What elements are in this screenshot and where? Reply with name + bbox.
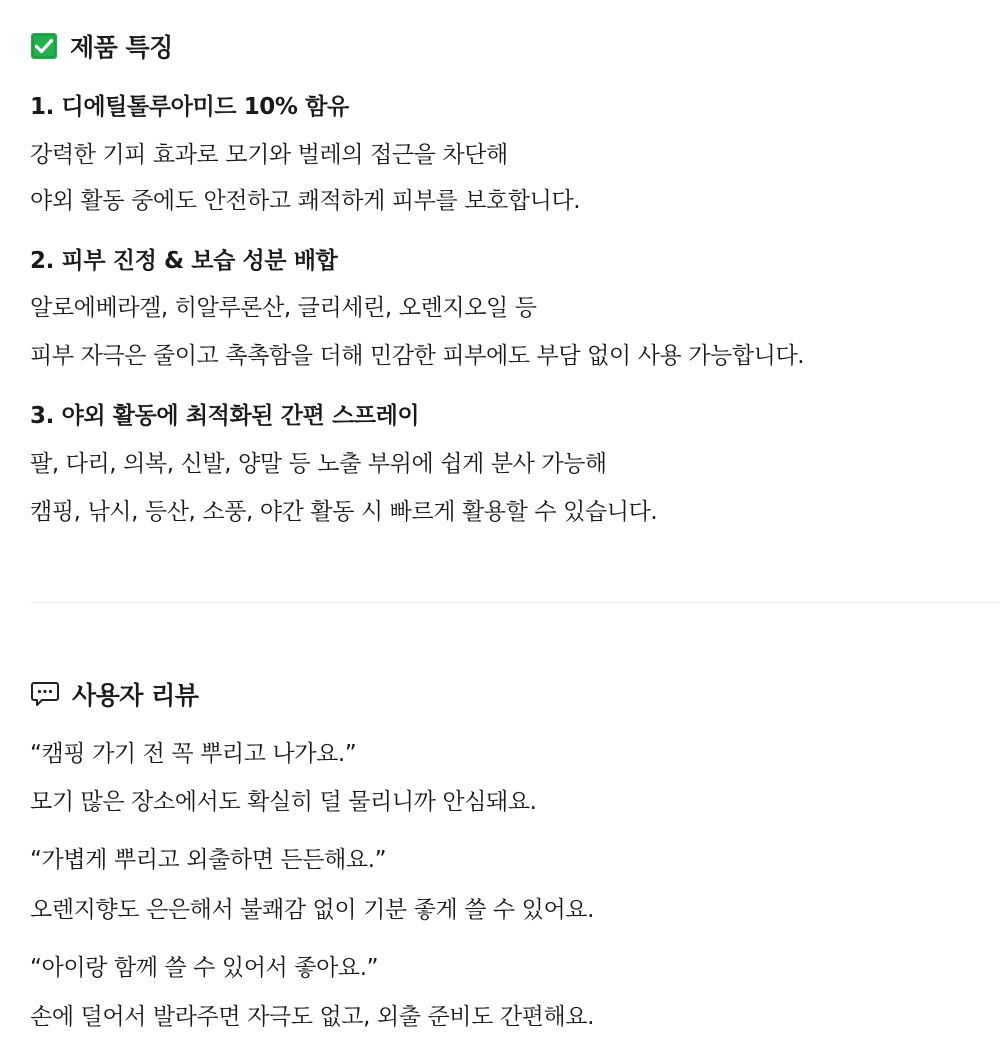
review-3-body: 손에 덜어서 발라주면 자극도 없고, 외출 준비도 간편해요. <box>30 1004 595 1030</box>
feature-title-3: 3. 야외 활동에 최적화된 간편 스프레이 <box>30 403 420 429</box>
section-divider <box>30 602 1000 603</box>
feature-2-line-1: 알로에베라겔, 히알루론산, 글리세린, 오렌지오일 등 <box>30 295 537 321</box>
feature-3-line-2: 캠핑, 낚시, 등산, 소풍, 야간 활동 시 빠르게 활용할 수 있습니다. <box>30 499 658 525</box>
feature-1-line-1: 강력한 기피 효과로 모기와 벌레의 접근을 차단해 <box>30 142 508 168</box>
review-2-body: 오렌지향도 은은해서 불쾌감 없이 기분 좋게 쓸 수 있어요. <box>30 897 595 923</box>
review-2-quote: “가볍게 뿌리고 외출하면 든든해요.” <box>30 847 387 873</box>
green-check-box-icon <box>30 32 58 60</box>
feature-title-2: 2. 피부 진정 & 보습 성분 배합 <box>30 248 338 274</box>
reviews-header <box>30 678 198 710</box>
reviews-heading: 사용자 리뷰 <box>72 681 199 710</box>
features-heading: 제품 특징 <box>70 33 173 62</box>
review-1-body: 모기 많은 장소에서도 확실히 덜 물리니까 안심돼요. <box>30 789 537 815</box>
features-header <box>30 30 173 62</box>
review-3-quote: “아이랑 함께 쓸 수 있어서 좋아요.” <box>30 955 379 981</box>
speech-bubble-icon <box>30 680 60 708</box>
feature-2-line-2: 피부 자극은 줄이고 촉촉함을 더해 민감한 피부에도 부담 없이 사용 가능합니다. <box>30 343 805 369</box>
review-1-quote: “캠핑 가기 전 꼭 뿌리고 나가요.” <box>30 741 357 767</box>
feature-3-line-1: 팔, 다리, 의복, 신발, 양말 등 노출 부위에 쉽게 분사 가능해 <box>30 451 607 477</box>
feature-1-line-2: 야외 활동 중에도 안전하고 쾌적하게 피부를 보호합니다. <box>30 188 581 214</box>
feature-title-1: 1. 디에틸톨루아미드 10% 함유 <box>30 94 349 120</box>
